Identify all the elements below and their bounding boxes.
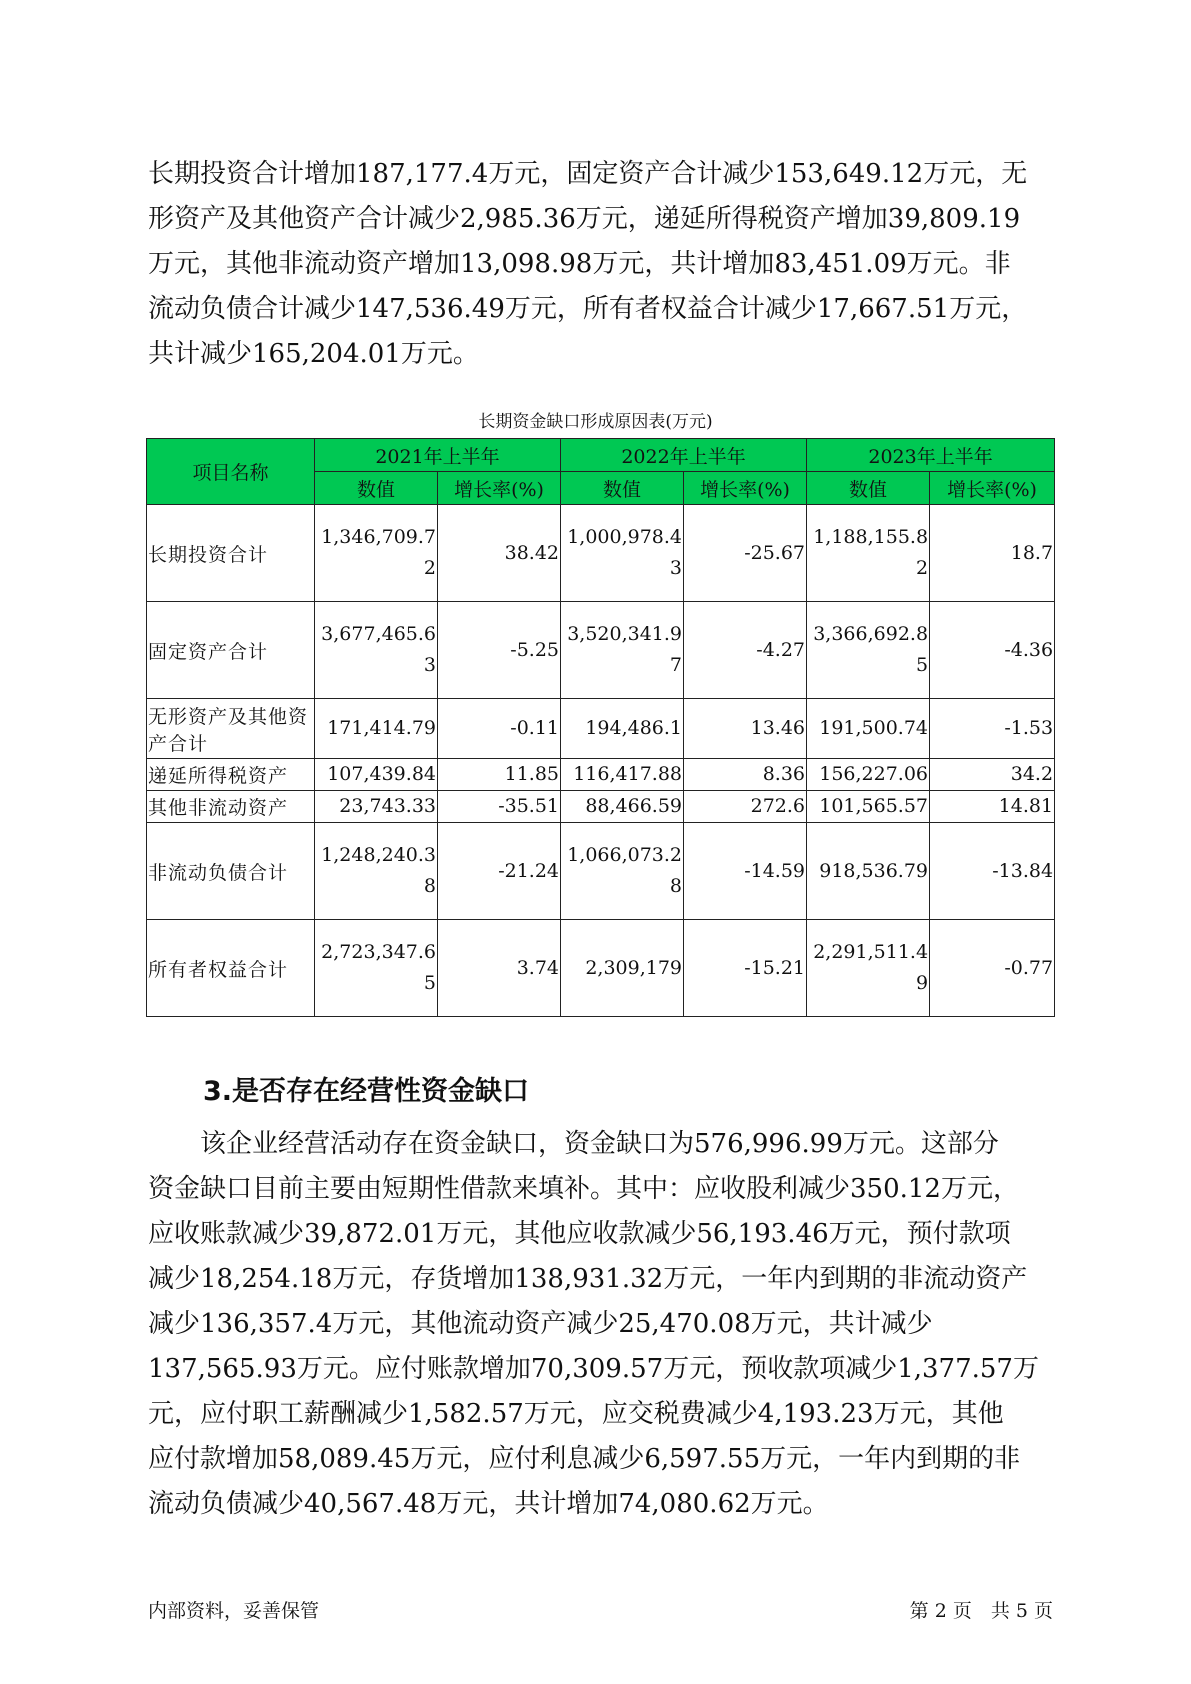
body-line: 资金缺口目前主要由短期性借款来填补。其中：应收股利减少350.12万元， [148,1174,1019,1204]
body-line: 减少136,357.4万元，其他流动资产减少25,470.08万元，共计减少 [148,1309,933,1339]
footer-page-number: 第 2 页 共 5 页 [909,1600,1053,1622]
header-period: 2022年上半年 [561,439,807,472]
cell-value: 918,536.79 [807,823,930,920]
cell-growth: -14.59 [684,823,807,920]
cell-value: 191,500.74 [807,699,930,759]
intro-line: 万元，其他非流动资产增加13,098.98万元，共计增加83,451.09万元。非 [148,249,1011,279]
cell-value: 1,000,978.43 [561,505,684,602]
cell-growth: 8.36 [684,759,807,791]
header-growth: 增长率(%) [684,472,807,505]
cell-growth: 38.42 [438,505,561,602]
footer-confidential-note: 内部资料，妥善保管 [148,1600,320,1622]
header-value: 数值 [315,472,438,505]
table-row [147,759,1055,791]
cell-value: 107,439.84 [315,759,438,791]
cell-value: 2,309,179 [561,920,684,1017]
body-line: 应付款增加58,089.45万元，应付利息减少6,597.55万元，一年内到期的非 [148,1444,1021,1474]
cell-growth: 11.85 [438,759,561,791]
intro-line: 流动负债合计减少147,536.49万元，所有者权益合计减少17,667.51万元， [148,294,1028,324]
cell-value: 3,366,692.85 [807,602,930,699]
cell-growth: -0.77 [930,920,1055,1017]
section-heading: 3.是否存在经营性资金缺口 [203,1076,530,1107]
cell-growth: 18.7 [930,505,1055,602]
cell-value: 1,188,155.82 [807,505,930,602]
header-value: 数值 [807,472,930,505]
body-line: 该企业经营活动存在资金缺口，资金缺口为576,996.99万元。这部分 [148,1129,999,1159]
cell-value: 23,743.33 [315,791,438,823]
cell-growth: 13.46 [684,699,807,759]
body-line: 137,565.93万元。应付账款增加70,309.57万元，预收款项减少1,377.57万 [148,1354,1039,1384]
cell-growth: -25.67 [684,505,807,602]
header-period: 2023年上半年 [807,439,1055,472]
header-value: 数值 [561,472,684,505]
cell-growth: 34.2 [930,759,1055,791]
body-line: 元，应付职工薪酬减少1,582.57万元，应交税费减少4,193.23万元，其他 [148,1399,1004,1429]
cell-value: 88,466.59 [561,791,684,823]
row-name: 所有者权益合计 [147,920,315,1017]
intro-line: 形资产及其他资产合计减少2,985.36万元，递延所得税资产增加39,809.19 [148,204,1021,234]
table-caption: 长期资金缺口形成原因表(万元) [478,412,713,432]
table-row [147,823,1055,920]
body-line: 流动负债减少40,567.48万元，共计增加74,080.62万元。 [148,1489,829,1519]
cell-value: 194,486.1 [561,699,684,759]
cell-value: 116,417.88 [561,759,684,791]
row-name: 递延所得税资产 [147,759,315,791]
cell-value: 2,723,347.65 [315,920,438,1017]
header-period: 2021年上半年 [315,439,561,472]
cell-growth: -0.11 [438,699,561,759]
body-line: 应收账款减少39,872.01万元，其他应收款减少56,193.46万元，预付款项 [148,1219,1011,1249]
row-name: 其他非流动资产 [147,791,315,823]
cell-value: 156,227.06 [807,759,930,791]
table-row [147,791,1055,823]
cell-value: 1,066,073.28 [561,823,684,920]
row-name: 长期投资合计 [147,505,315,602]
cell-growth: -4.36 [930,602,1055,699]
cell-growth: -35.51 [438,791,561,823]
intro-line: 长期投资合计增加187,177.4万元，固定资产合计减少153,649.12万元，无 [148,159,1028,189]
row-name: 非流动负债合计 [147,823,315,920]
cell-growth: -15.21 [684,920,807,1017]
cell-value: 101,565.57 [807,791,930,823]
cell-value: 2,291,511.49 [807,920,930,1017]
capital-gap-table [146,438,1055,1017]
header-item-name: 项目名称 [147,439,315,505]
cell-value: 171,414.79 [315,699,438,759]
table-row [147,699,1055,759]
row-name: 固定资产合计 [147,602,315,699]
cell-growth: -1.53 [930,699,1055,759]
cell-growth: -13.84 [930,823,1055,920]
cell-growth: 3.74 [438,920,561,1017]
intro-paragraph [148,152,1050,377]
table-row [147,920,1055,1017]
body-line: 减少18,254.18万元，存货增加138,931.32万元，一年内到期的非流动资产 [148,1264,1028,1294]
table-row [147,602,1055,699]
row-name: 无形资产及其他资产合计 [147,699,315,759]
cell-value: 1,248,240.38 [315,823,438,920]
cell-value: 1,346,709.72 [315,505,438,602]
cell-growth: -4.27 [684,602,807,699]
cell-growth: 14.81 [930,791,1055,823]
intro-line: 共计减少165,204.01万元。 [148,339,479,369]
header-growth: 增长率(%) [930,472,1055,505]
cell-growth: -21.24 [438,823,561,920]
cell-value: 3,520,341.97 [561,602,684,699]
body-paragraph [148,1122,1050,1527]
cell-growth: -5.25 [438,602,561,699]
cell-growth: 272.6 [684,791,807,823]
header-growth: 增长率(%) [438,472,561,505]
table-row [147,505,1055,602]
cell-value: 3,677,465.63 [315,602,438,699]
